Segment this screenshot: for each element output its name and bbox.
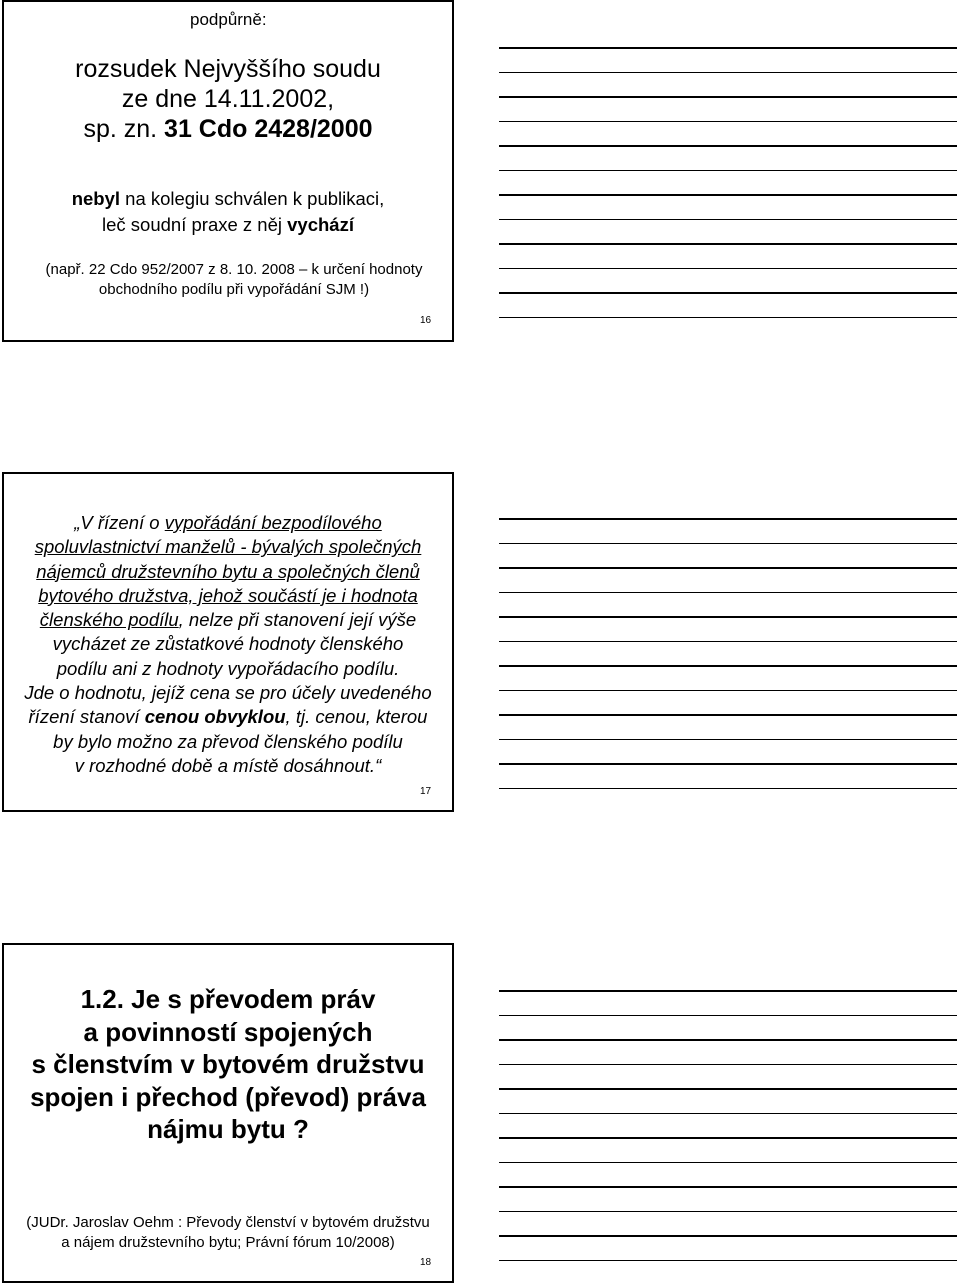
note-line-rule <box>499 788 957 790</box>
quote-underlined: vypořádání bezpodílového <box>164 512 382 533</box>
reference-line: obchodního podílu při vypořádání SJM !) <box>98 281 370 298</box>
note-line-rule <box>499 268 957 270</box>
title-line: nájmu bytu ? <box>147 1114 309 1144</box>
quote-line: Jde o hodnotu, jejíž cena se pro účely uvedeného <box>24 682 432 704</box>
title-line: a povinností spojených <box>83 1016 373 1047</box>
note-line-rule <box>499 1211 957 1213</box>
quote-text: „V řízení o <box>74 512 165 533</box>
quote-line <box>4 511 452 535</box>
quote-line: vycházet ze zůstatkové hodnoty členského <box>52 633 404 655</box>
quote-line <box>4 584 452 608</box>
quote-line: by bylo možno za převod členského podílu <box>53 730 403 752</box>
quote-line <box>4 608 452 632</box>
note-line-rule <box>499 1137 957 1139</box>
note-line-rule <box>499 990 957 992</box>
page-number: 18 <box>420 1257 432 1268</box>
title-line: spojen i přechod (převod) práva <box>30 1081 426 1112</box>
quote-bold: cenou obvyklou <box>144 706 286 728</box>
note-line-rule <box>499 1015 957 1017</box>
title-line: 1.2. Je s převodem práv <box>80 984 376 1014</box>
title-line: ze dne 14.11.2002, <box>121 85 335 113</box>
publication-note <box>4 186 452 238</box>
note-line-rule <box>499 518 957 520</box>
slide-title <box>4 54 452 144</box>
quote-text: , tj. cenou, kterou <box>285 706 428 728</box>
note-line-rule <box>499 1064 957 1066</box>
quote-text: , nelze při stanovení její výše <box>178 609 417 631</box>
reference-line: (např. 22 Cdo 952/2007 z 8. 10. 2008 – k určení hodnoty <box>45 261 423 278</box>
slide-16 <box>2 0 454 342</box>
note-line-rule <box>499 714 957 716</box>
note-line-rule <box>499 219 957 221</box>
note-line <box>4 186 452 212</box>
note-line-rule <box>499 1260 957 1262</box>
note-line-rule <box>499 292 957 294</box>
note-line-rule <box>499 641 957 643</box>
note-line-rule <box>499 1039 957 1041</box>
note-line-rule <box>499 543 957 545</box>
quote-line <box>4 705 452 729</box>
quote-underlined: spoluvlastnictví manželů - bývalých společných <box>34 536 422 558</box>
note-line-rule <box>499 47 957 49</box>
note-line-rule <box>499 592 957 594</box>
note-text: na kolegiu schválen k publikaci, <box>120 188 385 209</box>
title-prefix: sp. zn. <box>83 115 165 143</box>
note-line-rule <box>499 690 957 692</box>
note-line-rule <box>499 739 957 741</box>
note-line-rule <box>499 194 957 196</box>
reference-line: (JUDr. Jaroslav Oehm : Převody členství v bytovém družstvu <box>26 1214 430 1231</box>
slide-18 <box>2 943 454 1283</box>
page-number: 17 <box>420 786 432 797</box>
note-bold: vychází <box>287 214 354 235</box>
notes-lines <box>499 518 957 812</box>
note-line-rule <box>499 170 957 172</box>
note-line-rule <box>499 567 957 569</box>
note-line-rule <box>499 145 957 147</box>
page-number: 16 <box>420 315 432 326</box>
quote-text: řízení stanoví <box>28 706 145 728</box>
note-line-rule <box>499 1186 957 1188</box>
note-line-rule <box>499 665 957 667</box>
note-line-rule <box>499 1235 957 1237</box>
quote-underlined: nájemců družstevního bytu a společných členů <box>36 560 420 582</box>
note-line-rule <box>499 1113 957 1115</box>
note-line-rule <box>499 616 957 618</box>
court-quote <box>4 511 452 778</box>
note-line-rule <box>499 763 957 765</box>
quote-line: podílu ani z hodnoty vypořádacího podílu. <box>56 657 400 679</box>
note-line-rule <box>499 1162 957 1164</box>
quote-line: v rozhodné době a místě dosáhnout.“ <box>74 754 382 776</box>
quote-underlined: členského podílu <box>39 609 179 631</box>
reference-note <box>4 1213 452 1253</box>
title-line: s členstvím v bytovém družstvu <box>31 1049 425 1079</box>
slide-intro: podpůrně: <box>190 10 267 29</box>
quote-line <box>4 535 452 559</box>
quote-line <box>4 560 452 584</box>
notes-lines <box>499 990 957 1284</box>
case-number: 31 Cdo 2428/2000 <box>164 115 373 143</box>
note-line-rule <box>499 1088 957 1090</box>
title-line <box>4 114 452 144</box>
reference-line: a nájem družstevního bytu; Právní fórum 10/2008) <box>61 1234 395 1251</box>
note-line-rule <box>499 243 957 245</box>
slide-17 <box>2 472 454 812</box>
note-text: leč soudní praxe z něj <box>102 214 288 235</box>
note-line-rule <box>499 96 957 98</box>
note-line-rule <box>499 72 957 74</box>
slide-title <box>4 983 452 1146</box>
note-bold: nebyl <box>71 188 121 209</box>
notes-lines <box>499 47 957 341</box>
note-line <box>4 212 452 238</box>
note-line-rule <box>499 121 957 123</box>
quote-underlined: bytového družstva, jehož součástí je i hodnota <box>38 584 418 606</box>
note-line-rule <box>499 317 957 319</box>
title-line: rozsudek Nejvyššího soudu <box>75 55 381 83</box>
reference-note <box>24 260 444 300</box>
